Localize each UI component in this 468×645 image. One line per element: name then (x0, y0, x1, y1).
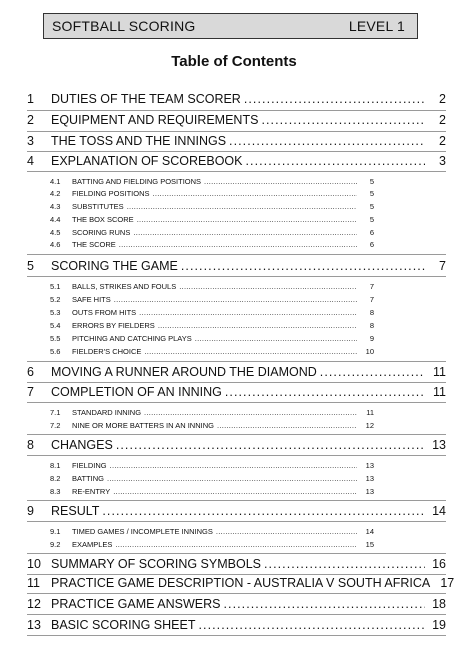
header-title: SOFTBALL SCORING (52, 18, 196, 34)
toc-entry-number: 1 (27, 92, 34, 106)
toc-subentry-page: 12 (365, 421, 374, 430)
toc-subentry[interactable] (0, 460, 468, 471)
toc-subentry-page: 5 (369, 202, 374, 211)
toc-entry-title: COMPLETION OF AN INNING (51, 385, 222, 399)
toc-subentry[interactable] (0, 281, 468, 292)
toc-subentry-page: 11 (366, 408, 374, 417)
toc-subentry-number: 9.1 (50, 527, 61, 536)
toc-entry-number: 2 (27, 113, 34, 127)
toc-entry-title: PRACTICE GAME ANSWERS (51, 597, 221, 611)
toc-subentry-title: PITCHING AND CATCHING PLAYS (72, 334, 192, 343)
section-divider (27, 455, 446, 456)
section-divider (27, 110, 446, 111)
toc-dot-leader (110, 460, 357, 471)
toc-entry[interactable] (0, 384, 468, 401)
toc-dot-leader (133, 227, 357, 238)
toc-subentry-title: STANDARD INNING (72, 408, 142, 417)
toc-subentry-page: 8 (369, 321, 374, 330)
toc-entry-number: 4 (27, 154, 34, 168)
toc-dot-leader (216, 526, 357, 537)
toc-entry-page: 2 (439, 113, 446, 127)
toc-dot-leader (320, 364, 425, 381)
toc-dot-leader (204, 176, 357, 187)
toc-entry-page: 17 (440, 576, 455, 590)
toc-subentry[interactable] (0, 420, 468, 431)
toc-subentry-title: SUBSTITUTES (72, 202, 124, 211)
toc-entry-number: 7 (27, 385, 34, 399)
toc-subentry-number: 8.3 (50, 487, 61, 496)
toc-subentry-title: RE-ENTRY (72, 487, 111, 496)
toc-entry-title: MOVING A RUNNER AROUND THE DIAMOND (51, 365, 317, 379)
toc-subentry-title: OUTS FROM HITS (72, 308, 137, 317)
toc-dot-leader (158, 320, 357, 331)
toc-entry[interactable] (0, 596, 468, 613)
toc-subentry-page: 7 (369, 295, 374, 304)
toc-subentry-page: 6 (369, 228, 374, 237)
toc-subentry[interactable] (0, 346, 468, 357)
toc-dot-leader (198, 617, 425, 634)
toc-dot-leader (223, 596, 425, 613)
toc-entry[interactable] (0, 617, 468, 634)
toc-subentry-title: SAFE HITS (72, 295, 111, 304)
toc-subentry[interactable] (0, 294, 468, 305)
toc-subentry-number: 4.2 (50, 189, 61, 198)
toc-subentry[interactable] (0, 320, 468, 331)
toc-subentry[interactable] (0, 486, 468, 497)
section-divider (27, 254, 446, 255)
toc-subentry[interactable] (0, 307, 468, 318)
toc-subentry-number: 5.2 (50, 295, 61, 304)
toc-subentry-title: SCORING RUNS (72, 228, 131, 237)
toc-entry-page: 16 (432, 557, 446, 571)
toc-dot-leader (116, 437, 425, 454)
toc-dot-leader (113, 486, 357, 497)
toc-entry[interactable] (0, 556, 468, 573)
toc-subentry-number: 5.4 (50, 321, 61, 330)
toc-entry[interactable] (0, 258, 468, 275)
toc-entry[interactable] (0, 575, 468, 592)
toc-subentry-page: 13 (365, 474, 374, 483)
section-divider (27, 521, 446, 522)
toc-entry[interactable] (0, 133, 468, 150)
toc-subentry-title: THE BOX SCORE (72, 215, 134, 224)
toc-entry-title: EQUIPMENT AND REQUIREMENTS (51, 113, 259, 127)
section-divider (27, 593, 446, 594)
toc-entry-title: BASIC SCORING SHEET (51, 618, 196, 632)
toc-subentry[interactable] (0, 201, 468, 212)
toc-entry[interactable] (0, 503, 468, 520)
toc-subentry[interactable] (0, 333, 468, 344)
toc-subentry[interactable] (0, 176, 468, 187)
toc-entry-page: 18 (432, 597, 446, 611)
section-divider (27, 276, 446, 277)
header-level: LEVEL 1 (348, 18, 405, 34)
toc-subentry-number: 4.5 (50, 228, 61, 237)
toc-entry-number: 10 (27, 557, 41, 571)
toc-entry-number: 9 (27, 504, 34, 518)
toc-subentry-number: 8.1 (50, 461, 61, 470)
toc-subentry-title: THE SCORE (72, 240, 116, 249)
toc-dot-leader (144, 407, 357, 418)
document-header (43, 13, 418, 39)
toc-subentry-number: 9.2 (50, 540, 61, 549)
toc-entry-title: PRACTICE GAME DESCRIPTION - AUSTRALIA V SOUTH AFRICA (51, 576, 431, 590)
toc-subentry-title: NINE OR MORE BATTERS IN AN INNING (72, 421, 214, 430)
toc-entry-number: 12 (27, 597, 41, 611)
toc-subentry-title: BATTING (72, 474, 104, 483)
toc-entry-page: 2 (439, 92, 446, 106)
toc-dot-leader (225, 384, 425, 401)
toc-dot-leader (179, 281, 357, 292)
toc-subentry-number: 4.6 (50, 240, 61, 249)
toc-dot-leader (261, 112, 425, 129)
toc-entry-page: 2 (439, 134, 446, 148)
toc-dot-leader (181, 258, 425, 275)
toc-subentry-page: 5 (369, 177, 374, 186)
toc-dot-leader (127, 201, 357, 212)
toc-dot-leader (139, 307, 357, 318)
toc-subentry-page: 8 (369, 308, 374, 317)
toc-subentry-title: FIELDING (72, 461, 107, 470)
toc-subentry-title: TIMED GAMES / INCOMPLETE INNINGS (72, 527, 213, 536)
toc-entry[interactable] (0, 112, 468, 129)
toc-subentry-number: 7.1 (50, 408, 61, 417)
toc-entry-title: SUMMARY OF SCORING SYMBOLS (51, 557, 261, 571)
toc-entry[interactable] (0, 91, 468, 108)
toc-subentry-title: FIELDING POSITIONS (72, 189, 150, 198)
toc-subentry-number: 4.1 (50, 177, 61, 186)
toc-subentry-page: 6 (369, 240, 374, 249)
section-divider (27, 553, 446, 554)
toc-subentry-page: 15 (365, 540, 374, 549)
toc-subentry-number: 5.3 (50, 308, 61, 317)
section-divider (27, 635, 446, 636)
toc-subentry-page: 14 (365, 527, 374, 536)
toc-subentry-number: 5.1 (50, 282, 61, 291)
toc-subentry-number: 5.6 (50, 347, 61, 356)
toc-subentry[interactable] (0, 188, 468, 199)
toc-subentry[interactable] (0, 473, 468, 484)
toc-subentry-page: 7 (369, 282, 374, 291)
toc-subentry[interactable] (0, 539, 468, 550)
toc-subentry-page: 5 (369, 215, 374, 224)
toc-dot-leader (195, 333, 357, 344)
section-divider (27, 171, 446, 172)
toc-subentry[interactable] (0, 214, 468, 225)
toc-entry-title: EXPLANATION OF SCOREBOOK (51, 154, 243, 168)
section-divider (27, 361, 446, 362)
toc-entry-title: CHANGES (51, 438, 113, 452)
toc-dot-leader (217, 420, 357, 431)
section-divider (27, 500, 446, 501)
toc-subentry[interactable] (0, 239, 468, 250)
toc-entry-title: DUTIES OF THE TEAM SCORER (51, 92, 241, 106)
toc-entry-title: SCORING THE GAME (51, 259, 178, 273)
toc-entry-title: THE TOSS AND THE INNINGS (51, 134, 227, 148)
toc-subentry[interactable] (0, 526, 468, 537)
toc-dot-leader (114, 294, 357, 305)
page-title: Table of Contents (171, 53, 297, 70)
toc-subentry-page: 9 (369, 334, 374, 343)
toc-entry-page: 7 (439, 259, 446, 273)
toc-entry-page: 19 (432, 618, 446, 632)
toc-dot-leader (107, 473, 357, 484)
toc-entry[interactable] (0, 153, 468, 170)
toc-dot-leader (229, 133, 425, 150)
toc-subentry-title: BATTING AND FIELDING POSITIONS (72, 177, 202, 186)
toc-subentry-number: 7.2 (50, 421, 61, 430)
toc-entry-number: 5 (27, 259, 34, 273)
toc-entry[interactable] (0, 437, 468, 454)
toc-subentry-page: 10 (365, 347, 374, 356)
section-divider (27, 382, 446, 383)
toc-subentry-title: FIELDER'S CHOICE (72, 347, 142, 356)
toc-entry-number: 13 (27, 618, 41, 632)
toc-dot-leader (119, 239, 357, 250)
toc-subentry-title: EXAMPLES (72, 540, 113, 549)
toc-entry-number: 11 (27, 576, 40, 590)
toc-subentry-number: 5.5 (50, 334, 61, 343)
section-divider (27, 131, 446, 132)
toc-dot-leader (244, 91, 425, 108)
toc-entry-number: 3 (27, 134, 34, 148)
toc-subentry-page: 13 (365, 487, 374, 496)
section-divider (27, 614, 446, 615)
toc-dot-leader (245, 153, 425, 170)
section-divider (27, 402, 446, 403)
toc-subentry-number: 4.4 (50, 215, 61, 224)
section-divider (27, 151, 446, 152)
toc-subentry-title: BALLS, STRIKES AND FOULS (72, 282, 177, 291)
toc-dot-leader (102, 503, 425, 520)
toc-dot-leader (144, 346, 357, 357)
toc-subentry-page: 13 (365, 461, 374, 470)
toc-subentry-title: ERRORS BY FIELDERS (72, 321, 155, 330)
toc-entry-page: 11 (433, 365, 446, 379)
section-divider (27, 434, 446, 435)
toc-dot-leader (264, 556, 425, 573)
toc-entry-page: 3 (439, 154, 446, 168)
toc-subentry[interactable] (0, 227, 468, 238)
toc-subentry-number: 8.2 (50, 474, 61, 483)
toc-dot-leader (137, 214, 357, 225)
toc-entry-title: RESULT (51, 504, 100, 518)
toc-dot-leader (115, 539, 357, 550)
toc-entry-page: 13 (432, 438, 446, 452)
toc-entry-number: 8 (27, 438, 34, 452)
toc-entry-page: 11 (433, 385, 446, 399)
toc-entry-number: 6 (27, 365, 34, 379)
toc-entry[interactable] (0, 364, 468, 381)
toc-subentry-number: 4.3 (50, 202, 61, 211)
toc-entry-page: 14 (432, 504, 446, 518)
toc-subentry[interactable] (0, 407, 468, 418)
toc-dot-leader (153, 188, 357, 199)
toc-subentry-page: 5 (369, 189, 374, 198)
